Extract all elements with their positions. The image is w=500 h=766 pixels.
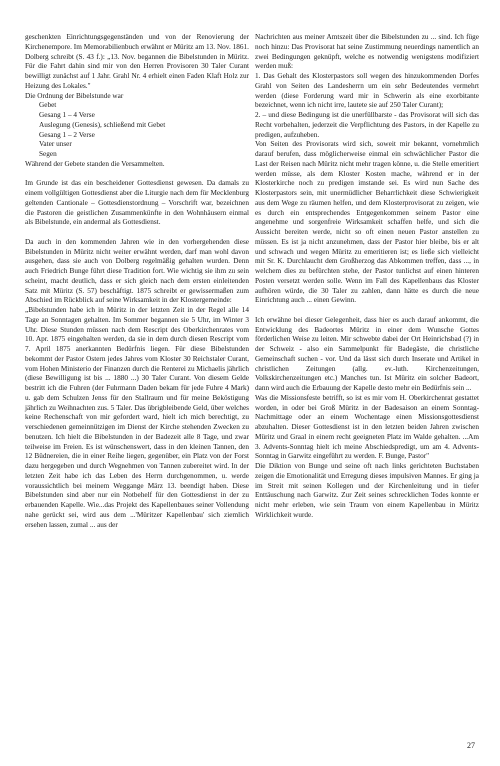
- right-column: [255, 33, 479, 521]
- paragraph: Von Seiten des Provisorats wird sich, soweit mir bekannt, vornehmlich darauf berufen, dass möglicherweise einmal ein schwächlicher Pastor die Last der Reisen nach Müritz nicht mehr tragen könne, u. die Stelle emeritiert werden müsse, als dem Kloster Kosten mache, während er in der Klosterkirche noch zu predigen imstande sei. Es wird nun Sache des Klosterpastors sein, mit unermüdlicher Beharrlichkeit diese Schwierigkeit aus dem Wege zu räumen helfen, und dem Klosterprovisorat zu zeigen, wie es durch ein entsprechendes Entgegenkommen seinem Pastor eine angenehme und sorgenfreie Wirksamkeit schaffen helfe, und sich die Aussicht bereiten werde, nicht so oft einen neuen Pastor anstellen zu müssen. Es ist ja nicht anzunehmen, dass der Pastor hier bleibe, bis er alt und schwach und wegen Müritz zu emeritieren ist; es ließe sich vielleicht mit Sr. K. Durchlaucht dem Großherzog das Abkommen treffen, dass ..., in welchem dies zu befürchten stehe, der Pastor tunlichst auf einen hinteren Posten versetzt werden solle. Wenn im Fall des Kapellenbaus das Kloster aufhören würde, die 30 Taler zu zahlen, dann hätte es durch die neue Einrichtung auch ... einen Gewinn.: [255, 140, 479, 305]
- left-column: [25, 33, 249, 530]
- paragraph: Da auch in den kommenden Jahren wie in den vorhergehenden diese Bibelstunden in Müritz nicht weiter erwähnt werden, darf man wohl davon ausgehen, dass sie auch von Dolberg regelmäßig gehalten wurden. Denn auch Friedrich Bunge führt diese Tradition fort. Wie wichtig sie ihm zu sein scheint, macht deutlich, dass er sich gleich nach dem ersten einleitenden Satz mit Müritz (S. 57) beschäftigt. 1875 schreibt er gewissermaßen zum Abschied im Rückblick auf seine Wirksamkeit in der Klostergemeinde:: [25, 237, 249, 305]
- condition-2: 2. – und diese Bedingung ist die unerfüllbarste - das Provisorat will sich das Recht vorbehalten, jederzeit die Verpflichtung des Pastors, in der Kapelle zu predigen, aufzuheben.: [255, 111, 479, 139]
- service-order-item: Gesang 1 – 4 Verse: [39, 111, 95, 119]
- condition-1: 1. Das Gehalt des Klosterpastors soll wegen des hinzukommenden Dorfes Grahl von Seiten des Landesherrn um ein sehr Bedeutendes vermehrt werden (diese Forderung ward mir in Schwerin als eine exorbitante bezeichnet, wenn ich nicht irre, lautete sie auf 250 Taler Curant);: [255, 72, 479, 110]
- paragraph: Die Diktion von Bunge und seine oft nach links gerichteten Buchstaben zeigen die Emotionalität und Erregung dieses impulsiven Mannes. Er ging ja im Streit mit seinen Kollegen und der Kirchenleitung und in tiefer Enttäuschung nach Garwitz. Zur Zeit seines schrecklichen Todes konnte er nicht mehr erleben, wie sein Traum von einem Kapellenbau in Müritz Wirklichkeit wurde.: [255, 462, 479, 519]
- service-order-item: Gebet: [39, 101, 57, 110]
- paragraph: geschenkten Einrichtungsgegenständen und von der Renovierung der Kirchenempore. Im Memorabilienbuch erwähnt er Müritz am 13. Nov. 1861. Dolberg schreibt (S. 43 f.): „13. Nov. begannen die Bibelstunden in Müritz. Für die Fahrt dahin sind mir von den Herren Provisoren 30 Taler Curant bewilligt zunächst auf 1 Jahr. Grahl Nr. 4 erhielt einen Faden Klaft Holz zur Heizung des Lokales.": [25, 33, 249, 90]
- paragraph: Ich erwähne bei dieser Gelegenheit, dass hier es auch darauf ankommt, die Entwicklung des Badeortes Müritz in einer dem Wunsche Gottes förderlichen Weise zu leiten. Mir schwebte dabei der Ort Heinrichsbad (?) in der Schweiz - also ein Sammelpunkt für Badegäste, die christliche Gemeinschaft suchen - vor. Und da lässt sich durch Inserate und Artikel in christlichen Zeitungen (allg. ev.-luth. Kirchenzeitungen, Volkskirchenzeitungen etc.) Manches tun. Ist Müritz ein solcher Badeort, dann wird auch die Erbauung der Kapelle desto mehr ein Bedürfnis sein ...: [255, 315, 479, 392]
- service-order-item: Auslegung (Genesis), schließend mit Gebet: [39, 120, 166, 129]
- service-order-item: Segen: [39, 150, 57, 158]
- service-order-end: Während der Gebete standen die Versammelten.: [25, 159, 165, 168]
- paragraph: Nachrichten aus meiner Amtszeit über die Bibelstunden zu ... sind. Ich füge noch hinzu: Das Provisorat hat seine Zustimmung neuerdings namentlich an zwei Bedingungen geknüpft, welche es notwendig wenigstens modifiziert werden muß:: [255, 33, 479, 71]
- paragraph: Was die Missionsfeste betrifft, so ist es mir vom H. Oberkirchenrat gestattet worden, in oder bei Groß Müritz in der Badesaison an einem Sonntag-Nachmittage oder an einem Wochentage einen Missionsgottesdienst abzuhalten. Dieser Gottesdienst ist in den letzten beiden Jahren zwischen Müritz und Graal in einem recht geeigneten Platz im Walde gehalten. ...Am 3. Advents-Sonntag hielt ich meine Abschiedspredigt, um am 4. Advents-Sonntag in Garwitz eingeführt zu werden. F. Bunge, Pastor": [255, 393, 479, 461]
- paragraph: Im Grunde ist das ein bescheidener Gottesdienst gewesen. Da damals zu einem vollgültigen Gottesdienst aber die Liturgie nach dem für Mecklenburg geltenden Cantionale – Gottesdienstordnung – Vorschrift war, bezeichnen die Pastoren die geistlichen Zusammenkünfte in den Wohnhäusern einmal als Bibelstunde, ein andermal als Gottesdienst.: [25, 179, 249, 227]
- service-order-item: Vater unser: [39, 140, 72, 149]
- service-order-title: Die Ordnung der Bibelstunde war: [25, 91, 124, 100]
- service-order-list: [25, 92, 249, 170]
- service-order-item: Gesang 1 – 2 Verse: [39, 130, 95, 139]
- quote-paragraph: „Bibelstunden habe ich in Müritz in der letzten Zeit in der Regel alle 14 Tage an Sonntagen gehalten. Im Sommer begannen sie 5 Uhr, im Winter 3 Uhr. Diese Stunden müssen nach dem Rescript des Oberkirchenrates vom 10. Apr. 1875 eingehalten werden, da sie in dem durch diesen Rescript vom 7. April 1875 anerkannten Bedürfnis liegen. Für diese Bibelstunden bekommt der Pastor Ostern jedes Jahres vom Kloster 30 Reichstaler Curant, vom Hohen Ministerio der Finanzen durch die Renterei zu Michaelis jährlich (diese Bewilligung ist bis ... 1880 ...) 30 Taler Curant. Von diesem Gelde bestritt ich die Fuhren (der Fuhrmann Daden bekam für jede Fuhre 4 Mark) u. gab dem Schulzen Jenss für den Stallraum und für meine Beköstigung jährlich zu Weihnachten zus. 5 Taler. Das übrigbleibende Geld, über welches keine Rechenschaft von mir gefordert ward, hielt ich mich berechtigt, zu verschiedenen gemeinnützigen im Dienst der Kirche stehenden Zwecken zu benutzen. Ich hielt die Bibelstunden in der Badezeit alle 8 Tage, und zwar teilweise im Freien. Es ist wünschenswert, dass in den kleinen Tannen, den 12 Büdnereien, die in einer Reihe liegen, gegenüber, ein Platz von der Forst dazu hergegeben und durch Wegnehmen von Tannen zubereitet wird. In der letzten Zeit habe ich das Leben des Herrn durchgenommen, u. werde voraussichtlich bei meinem Weggange März 13. beendigt haben. Diese Bibelstunden sind aber nur ein Notbehelf für den Gottesdienst in der zu erbauenden Kapelle. Wie...das Projekt des Kapellenbaues seiner Vollendung nahe gerückt sei, wird aus dem ...'Müritzer Kapellenbau' sich ziemlich ersehen lassen, zumal ... aus der: [25, 306, 249, 529]
- page-number: 27: [467, 741, 475, 750]
